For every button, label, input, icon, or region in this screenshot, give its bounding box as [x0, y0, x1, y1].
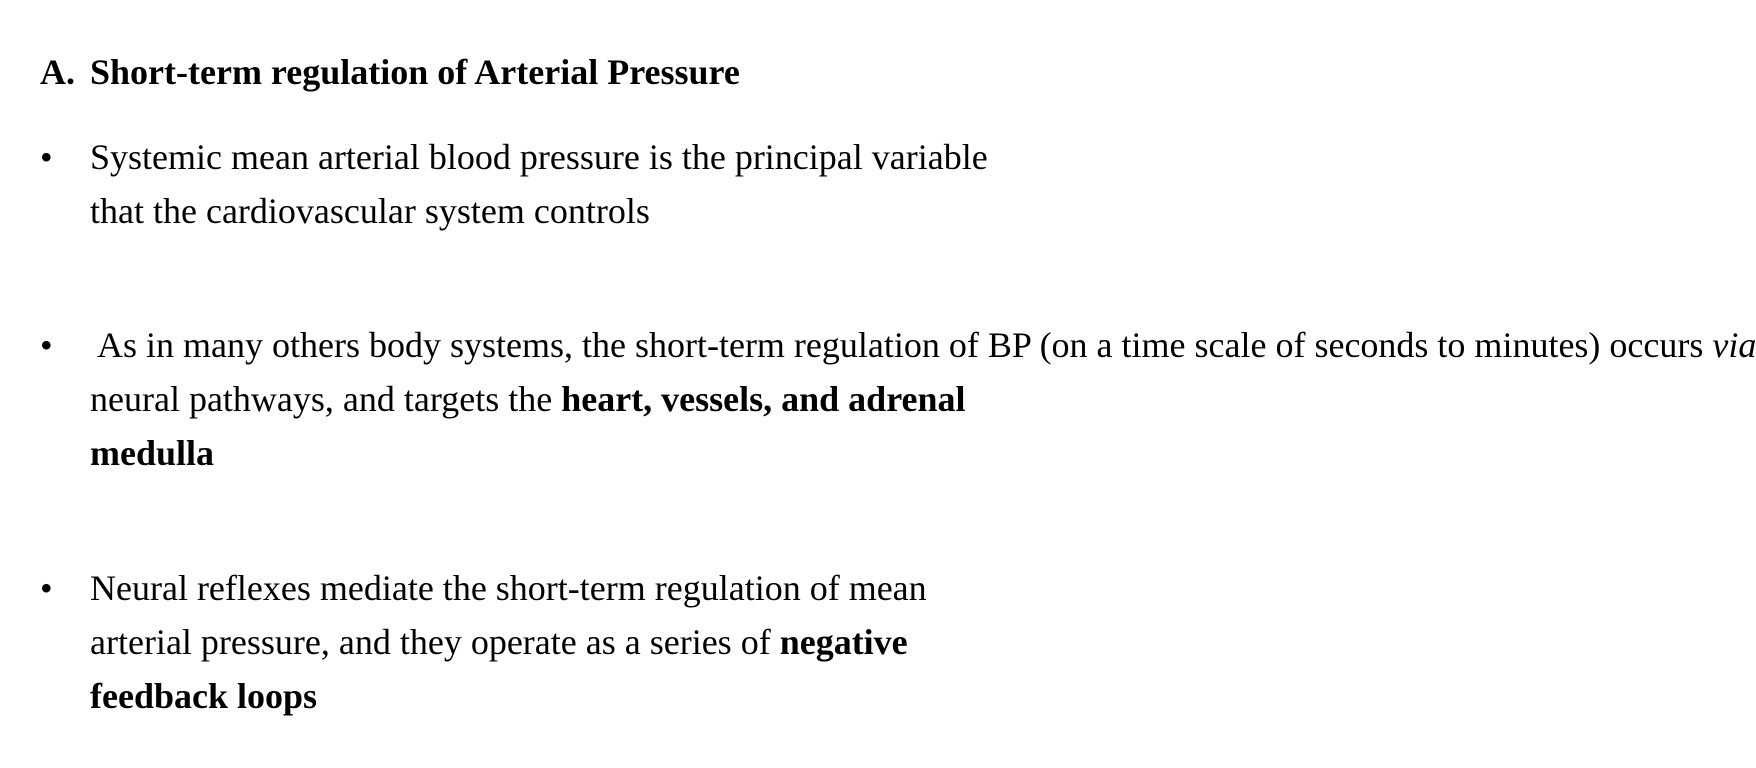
bullet-text-body: Systemic mean arterial blood pressure is the principal variable that the cardiovascular system controls — [90, 137, 988, 231]
bullet-icon: • — [40, 325, 53, 365]
bullet-text — [90, 130, 1010, 238]
slide-heading — [40, 50, 1000, 94]
heading-text: Short-term regulation of Arterial Pressure — [90, 52, 740, 92]
bullet-text-italic: via — [1712, 325, 1756, 365]
bullet-text-part: As in many others body systems, the short-term regulation of BP (on a time scale of seconds to minutes) occurs — [90, 325, 1713, 365]
bullet-text-bold: negative feedback loops — [90, 622, 908, 716]
bullet-icon: • — [40, 568, 53, 608]
bullet-text-bold: heart, vessels, and adrenal medulla — [90, 379, 966, 473]
bullet-text-part: neural pathways, and targets the — [90, 379, 562, 419]
bullet-text-part: Neural reflexes mediate the short-term regulation of mean arterial pressure, and they operate as a series of — [90, 568, 927, 662]
bullet-icon: • — [40, 137, 53, 177]
bullet-text — [90, 561, 1010, 723]
bullet-text — [90, 318, 1756, 480]
heading-marker: A. — [40, 52, 75, 92]
